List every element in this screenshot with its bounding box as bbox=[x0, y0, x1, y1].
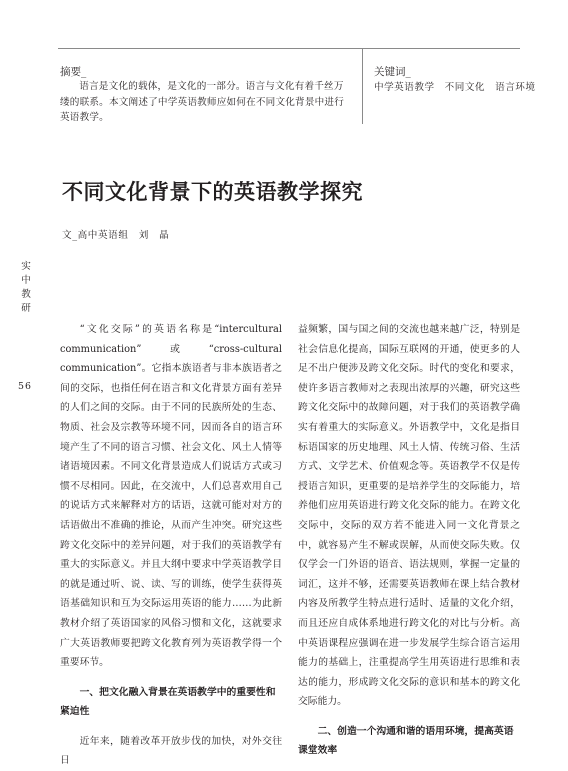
body-column-right bbox=[298, 320, 520, 771]
page-number: 56 bbox=[18, 381, 32, 392]
body-column-left bbox=[60, 320, 282, 771]
article-title: 不同文化背景下的英语教学探究 bbox=[62, 180, 363, 204]
keywords-text: 中学英语教学 不同文化 语言环境 bbox=[374, 82, 536, 93]
abstract-text: 语言是文化的载体，是文化的一部分。语言与文化有着千丝万缕的联系。本文阐述了中学英语教师应如何在不同文化背景中进行英语教学。 bbox=[60, 81, 345, 123]
body-paragraph: “文化交际”的英语名称是“intercultural communication”或“cross-cultural communication”。它指本族语者与非本族语者之间的交际，也指任何在语言和文化背景方面有差异的人们之间的交际。由于不同的民族所处的生态、物质、社会及宗教等环境不同，因而各自的语言环境产生了不同的语言习惯、社会文化、风土人情等诸语境因素。不同文化背景造成人们说话方式或习惯不尽相同。因此，在交流中，人们总喜欢用自己的说话方式来解释对方的话语，这就可能对对方的话语做出不准确的推论，从而产生冲突。研究这些跨文化交际中的差异问题，对于我们的英语教学有重大的实际意义。并且大纲中要求中学英语教学目的就是通过听、说、读、写的训练，使学生获得英语基础知识和互为交际运用英语的能力……为此新教材介绍了英语国家的风俗习惯和文化，这就要求广大英语教师要把跨文化教育列为英语教学得一个重要环节。 bbox=[60, 324, 282, 669]
top-rule bbox=[58, 48, 520, 49]
body-paragraph: 近年来，随着改革开放步伐的加快，对外交往日 bbox=[60, 735, 282, 767]
body-paragraph: 益频繁，国与国之间的交流也越来越广泛，特别是社会信息化提高，国际互联网的开通，使更多的人足不出户便涉及跨文化交际。时代的变化和要求，使许多语言教师对之表现出浓厚的兴趣，研究这些跨文化交际中的故障问题，对于我们的英语教学确实有着重大的实际意义。外语教学中，文化是指目标语国家的历史地理、风土人情、传统习俗、生活方式、文学艺术、价值观念等。英语教学不仅是传授语言知识，更重要的是培养学生的交际能力，培养他们应用英语进行跨文化交际的能力。在跨文化交际中，交际的双方若不能进入同一文化背景之中，就容易产生不解或误解，从而使交际失败。仅仅学会一门外语的语音、语法规则，掌握一定量的词汇，这并不够，还需要英语教师在课上结合教材内容及所教学生特点进行适时、适量的文化介绍，而且还应自成体系地进行跨文化的对比与分析。高中英语课程应强调在进一步发展学生综合语言运用能力的基础上，注重提高学生用英语进行思维和表达的能力，形成跨文化交际的意识和基本的跨文化交际能力。 bbox=[298, 324, 520, 708]
section-side-label: 实中教研 bbox=[21, 261, 31, 314]
byline: 文_高中英语组 刘 晶 bbox=[62, 230, 170, 241]
section-heading-2: 二、创造一个沟通和谐的语用环境，提高英语课堂效率 bbox=[298, 725, 514, 757]
column-divider bbox=[362, 48, 363, 124]
section-heading-1: 一、把文化融入背景在英语教学中的重要性和紧迫性 bbox=[60, 686, 276, 718]
abstract-label: 摘要_ bbox=[60, 66, 87, 78]
keywords-label: 关键词_ bbox=[374, 66, 411, 78]
